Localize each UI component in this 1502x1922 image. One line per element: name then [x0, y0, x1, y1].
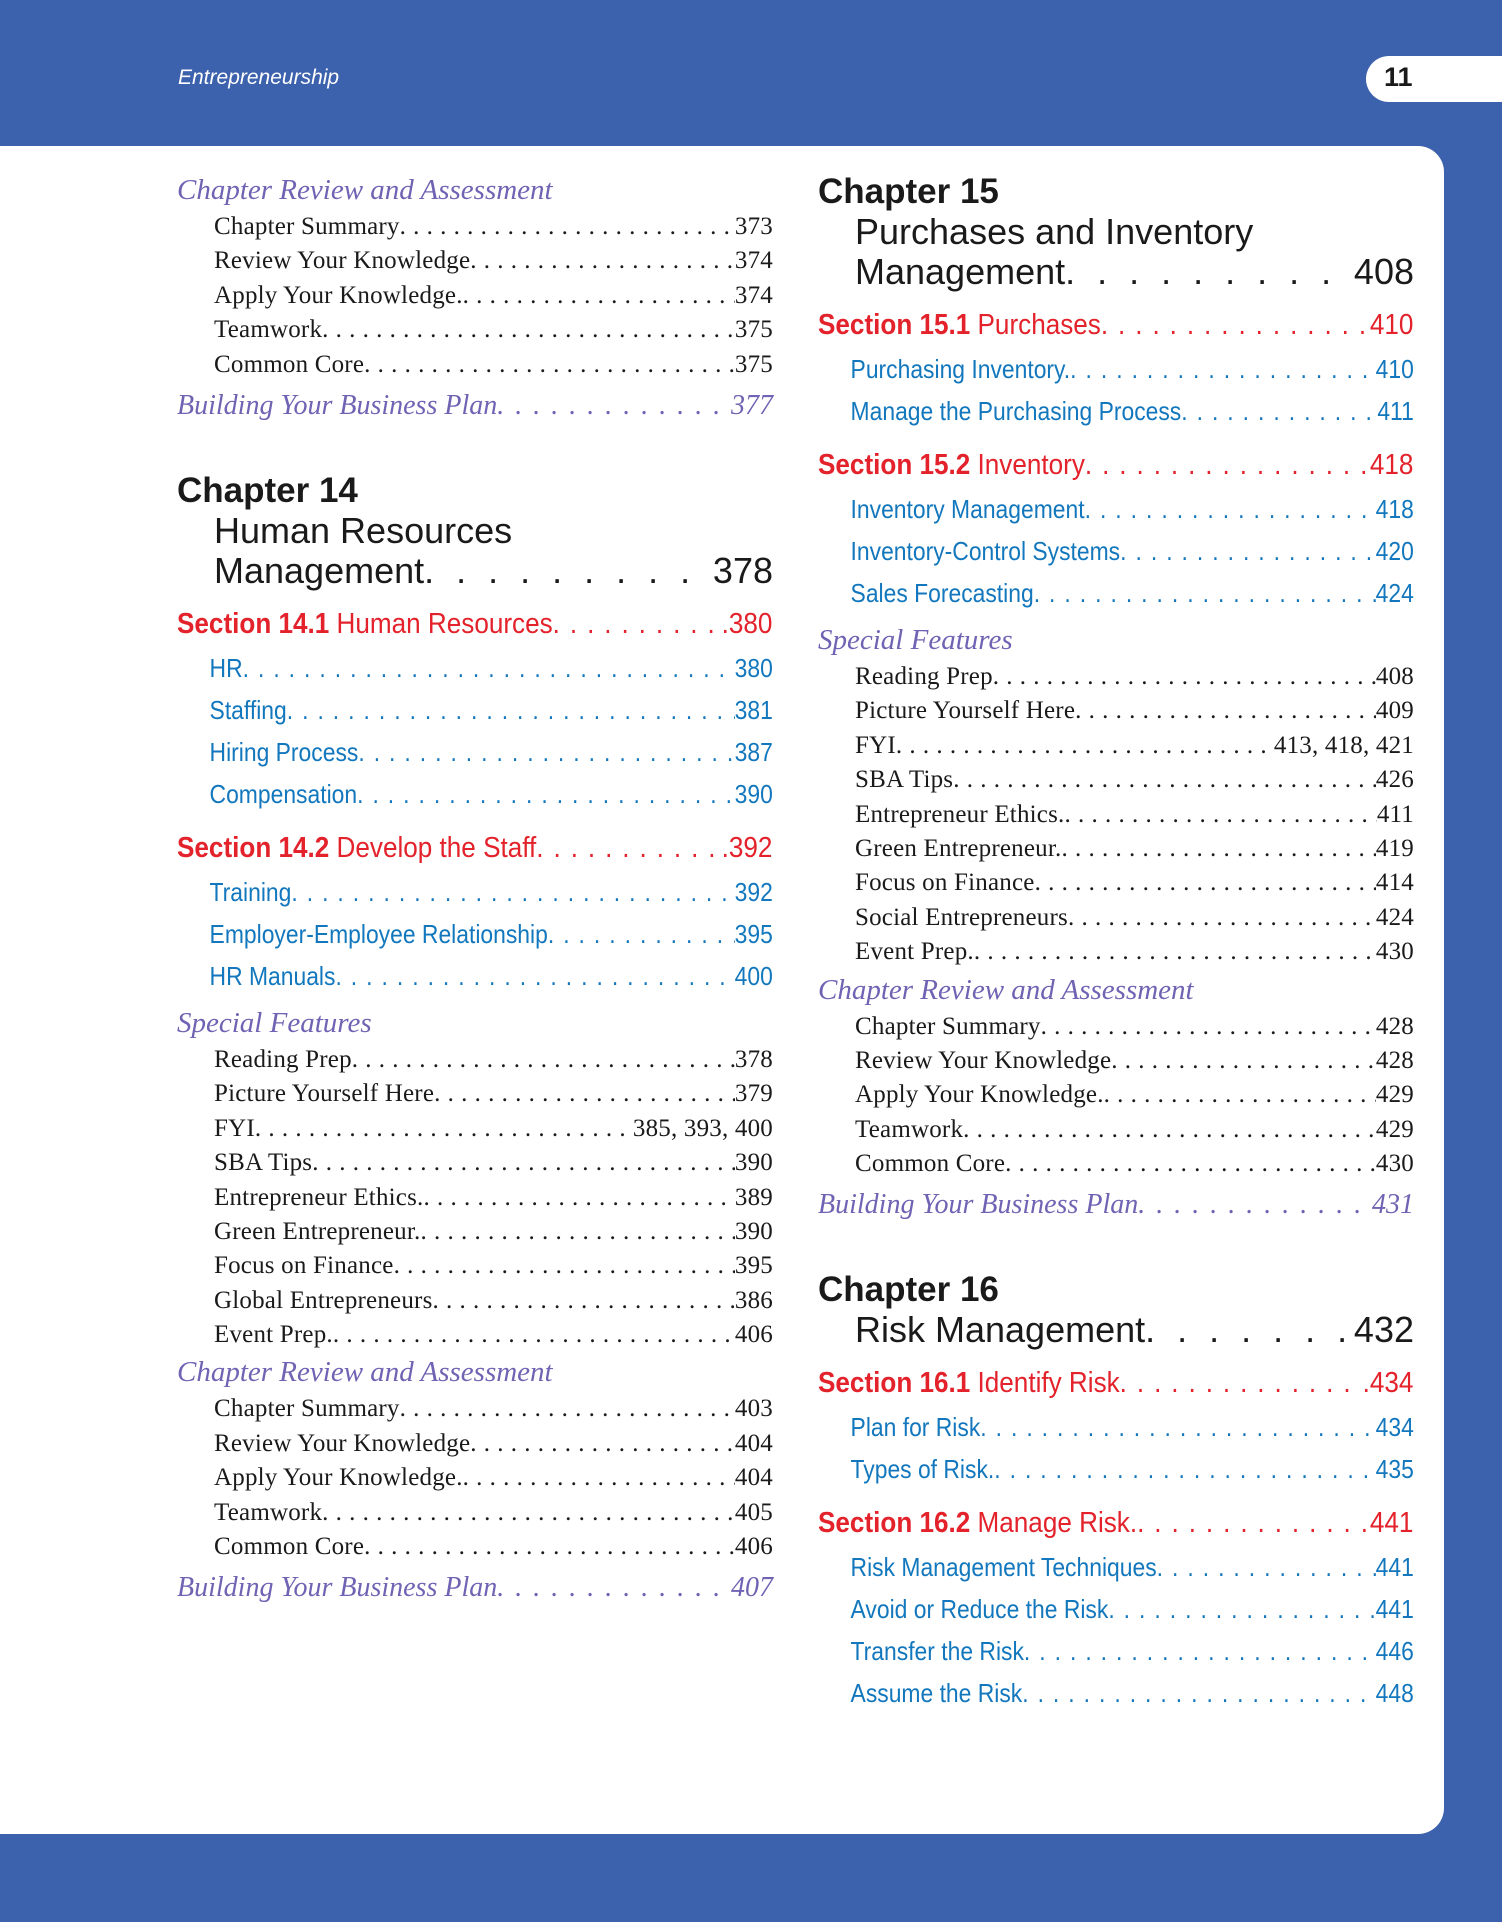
entry-label: Event Prep.: [214, 1321, 333, 1349]
leader-dots: [470, 1427, 735, 1461]
entry-label: Picture Yourself Here: [214, 1080, 435, 1108]
leader-dots: [536, 827, 721, 869]
toc-entry[interactable]: [177, 244, 773, 278]
section-page: 441: [1369, 1507, 1414, 1540]
review-heading: Chapter Review and Assessment: [177, 174, 553, 206]
entry-page: 446: [1375, 1636, 1414, 1667]
leader-dots: [1034, 572, 1376, 614]
toc-entry[interactable]: [177, 1284, 773, 1318]
leader-dots: [424, 551, 713, 591]
entry-page: 408: [1375, 663, 1414, 690]
toc-entry[interactable]: [818, 832, 1414, 866]
entry-label: Common Core: [855, 1150, 1006, 1178]
special-features-heading: Special Features: [177, 1006, 372, 1039]
entry-page: 381: [734, 694, 773, 725]
chapter-title-entry[interactable]: [818, 1310, 1414, 1350]
section-number: Section 14.2: [177, 831, 330, 864]
chapter-number: Chapter 14: [177, 470, 358, 510]
leader-dots: [1108, 1588, 1375, 1630]
section-title: Manage Risk.: [977, 1507, 1138, 1540]
leader-dots: [1085, 444, 1370, 486]
chapter-page: 378: [712, 549, 773, 591]
entry-label: Transfer the Risk: [850, 1636, 1024, 1667]
chapter-title-line: Management: [855, 251, 1066, 292]
subsection-entry[interactable]: [177, 955, 773, 997]
leader-dots: [400, 1392, 735, 1426]
leader-dots: [953, 763, 1376, 797]
leader-dots: [1085, 488, 1376, 530]
section-entry[interactable]: [818, 444, 1413, 486]
entry-page: 428: [1375, 1012, 1414, 1040]
leader-dots: [463, 1461, 735, 1495]
entry-label: FYI: [855, 731, 896, 759]
entry-page: 426: [1375, 766, 1414, 794]
leader-dots: [497, 385, 731, 427]
toc-entry[interactable]: [177, 1530, 773, 1564]
leader-dots: [333, 1318, 735, 1352]
entry-label: FYI: [214, 1114, 255, 1142]
leader-dots: [352, 1043, 735, 1077]
entry-page: 395: [734, 918, 773, 949]
entry-label: Green Entrepreneur.: [855, 834, 1062, 862]
leader-dots: [1111, 1044, 1376, 1078]
toc-entry[interactable]: [818, 866, 1414, 900]
toc-entry[interactable]: [177, 1392, 773, 1426]
leader-dots: [1035, 866, 1376, 900]
toc-entry[interactable]: [818, 763, 1414, 797]
entry-label: Green Entrepreneur.: [214, 1217, 421, 1245]
entry-page: 386: [734, 1286, 773, 1314]
entry-label: SBA Tips: [855, 766, 954, 794]
entry-label: SBA Tips: [214, 1149, 313, 1177]
leader-dots: [470, 244, 735, 278]
leader-dots: [463, 279, 735, 313]
entry-page: 390: [734, 1149, 773, 1177]
section-number: Section 14.1: [177, 607, 330, 640]
entry-label: Chapter Summary: [855, 1012, 1041, 1040]
entry-label: Apply Your Knowledge.: [855, 1081, 1104, 1109]
leader-dots: [980, 1406, 1375, 1448]
toc-entry[interactable]: [177, 1427, 773, 1461]
entry-label: Review Your Knowledge: [214, 1429, 471, 1457]
entry-label: Compensation: [209, 778, 358, 809]
entry-label: Global Entrepreneurs: [214, 1286, 433, 1314]
subsection-entry[interactable]: [177, 773, 773, 815]
entry-page: 441: [1375, 1552, 1414, 1583]
section-entry[interactable]: [818, 304, 1413, 346]
subsection-entry[interactable]: [818, 1672, 1414, 1714]
entry-page: 407: [731, 1572, 773, 1604]
leader-dots: [1024, 1630, 1376, 1672]
entry-page: 377: [731, 389, 773, 421]
toc-entry[interactable]: [818, 1044, 1414, 1078]
entry-page: 434: [1375, 1412, 1414, 1443]
toc-entry[interactable]: [177, 348, 773, 382]
entry-label: Assume the Risk: [850, 1678, 1023, 1709]
entry-page: 404: [734, 1429, 773, 1457]
leader-dots: [394, 1249, 735, 1283]
entry-page: 406: [734, 1321, 773, 1349]
entry-page: 380: [734, 652, 773, 683]
entry-label: Teamwork: [855, 1115, 964, 1143]
entry-page: 387: [734, 736, 773, 767]
entry-label: Reading Prep: [214, 1045, 352, 1073]
chapter-title-entry[interactable]: [818, 252, 1414, 292]
leader-dots: [423, 1181, 734, 1215]
subsection-entry[interactable]: [818, 1406, 1414, 1448]
toc-right-column: [818, 172, 1414, 1714]
leader-dots: [358, 731, 734, 773]
toc-entry[interactable]: [818, 1113, 1414, 1147]
entry-label: Chapter Summary: [214, 213, 400, 240]
entry-label: Plan for Risk: [850, 1412, 981, 1443]
chapter-number: Chapter 15: [818, 172, 999, 211]
entry-page: 424: [1375, 903, 1414, 931]
leader-dots: [1065, 252, 1354, 292]
entry-label: Avoid or Reduce the Risk: [850, 1594, 1109, 1625]
entry-page: 441: [1375, 1594, 1414, 1625]
entry-page: 430: [1375, 938, 1414, 966]
entry-label: Inventory Management: [850, 494, 1085, 524]
toc-entry[interactable]: [177, 1112, 773, 1146]
leader-dots: [896, 729, 1274, 763]
leader-dots: [548, 913, 735, 955]
leader-dots: [994, 1448, 1375, 1490]
leader-dots: [497, 1567, 731, 1609]
leader-dots: [1120, 1362, 1363, 1404]
toc-entry[interactable]: [177, 313, 773, 347]
entry-label: Apply Your Knowledge.: [214, 281, 463, 309]
entry-page: 379: [734, 1080, 773, 1108]
entry-label: Review Your Knowledge: [855, 1046, 1112, 1074]
leader-dots: [291, 871, 734, 913]
section-page: .380: [721, 607, 773, 640]
entry-page: 395: [734, 1252, 773, 1280]
leader-dots: [1137, 1502, 1370, 1544]
toc-entry[interactable]: [177, 1215, 773, 1249]
section-title: Identify Risk: [977, 1367, 1120, 1400]
section-title: Human Resources: [336, 607, 553, 640]
entry-page: 374: [734, 281, 773, 309]
toc-left-column: [177, 170, 773, 1609]
leader-dots: [1064, 798, 1376, 832]
section-entry[interactable]: [818, 1502, 1413, 1544]
subsection-entry[interactable]: [177, 871, 773, 913]
leader-dots: [322, 313, 735, 347]
chapter-title-line: Risk Management: [855, 1309, 1146, 1351]
entry-page: 375: [734, 350, 773, 378]
toc-entry[interactable]: [818, 660, 1414, 694]
subsection-entry[interactable]: [177, 647, 773, 689]
entry-page: 390: [734, 778, 773, 809]
leader-dots: [287, 689, 735, 731]
subsection-entry[interactable]: [818, 530, 1414, 572]
entry-label: HR: [209, 652, 243, 683]
leader-dots: [400, 210, 735, 244]
section-number: Section 15.2: [818, 449, 971, 481]
entry-label: Event Prep.: [855, 938, 974, 966]
leader-dots: [974, 935, 1376, 969]
leader-dots: [433, 1284, 735, 1318]
leader-dots: [1041, 1010, 1376, 1044]
page-number: 11: [1384, 62, 1413, 92]
entry-label: Staffing: [209, 694, 287, 725]
entry-label: Risk Management Techniques: [850, 1552, 1157, 1583]
chapter-number: Chapter 16: [818, 1270, 999, 1310]
leader-dots: [1181, 390, 1377, 432]
subsection-entry[interactable]: [818, 348, 1414, 390]
running-head: Entrepreneurship: [178, 66, 340, 89]
entry-label: Chapter Summary: [214, 1395, 400, 1423]
review-heading: Chapter Review and Assessment: [818, 973, 1194, 1006]
subsection-entry[interactable]: [177, 913, 773, 955]
entry-label: Social Entrepreneurs: [855, 903, 1068, 931]
entry-label: Focus on Finance: [214, 1252, 394, 1280]
entry-label: Training: [209, 876, 292, 907]
entry-page: 448: [1375, 1678, 1414, 1709]
entry-label: Sales Forecasting: [850, 578, 1034, 608]
section-page: .434: [1362, 1367, 1414, 1400]
toc-entry[interactable]: [177, 1146, 773, 1180]
entry-label: HR Manuals: [209, 960, 336, 991]
entry-page: 431: [1372, 1189, 1414, 1221]
entry-label: Teamwork: [214, 1498, 323, 1526]
toc-entry[interactable]: [177, 1249, 773, 1283]
chapter-page: 432: [1353, 1309, 1414, 1351]
entry-label: Building Your Business Plan: [177, 1572, 498, 1604]
entry-label: Purchasing Inventory.: [850, 354, 1071, 384]
leader-dots: [1068, 901, 1376, 935]
leader-dots: [1145, 1310, 1354, 1350]
entry-page: 411: [1377, 396, 1414, 426]
entry-page: 409: [1375, 697, 1414, 725]
entry-label: Manage the Purchasing Process: [850, 396, 1182, 426]
leader-dots: [255, 1112, 633, 1146]
subsection-entry[interactable]: [818, 1630, 1414, 1672]
section-entry[interactable]: [818, 1362, 1413, 1404]
toc-entry[interactable]: [818, 1147, 1414, 1181]
entry-label: Building Your Business Plan: [177, 389, 498, 421]
section-title: Inventory: [977, 449, 1085, 481]
entry-label: Entrepreneur Ethics.: [214, 1183, 424, 1211]
entry-page: 373: [734, 213, 773, 240]
leader-dots: [1005, 1147, 1376, 1181]
entry-page: 400: [734, 960, 773, 991]
entry-page: 378: [734, 1045, 773, 1073]
leader-dots: [553, 603, 722, 645]
business-plan-entry[interactable]: [818, 1184, 1414, 1226]
entry-label: Hiring Process: [209, 736, 359, 767]
entry-label: Common Core: [214, 350, 365, 378]
section-number: Section 15.1: [818, 309, 971, 341]
toc-entry[interactable]: [818, 729, 1414, 763]
section-page: 410: [1369, 309, 1414, 341]
entry-page: 430: [1375, 1150, 1414, 1178]
business-plan-entry[interactable]: [177, 385, 773, 427]
entry-page: 414: [1375, 869, 1414, 897]
leader-dots: [1075, 694, 1376, 728]
entry-page: 374: [734, 247, 773, 275]
leader-dots: [420, 1215, 734, 1249]
entry-label: Focus on Finance: [855, 869, 1035, 897]
entry-page: 385, 393, 400: [632, 1114, 773, 1142]
entry-page: 419: [1375, 834, 1414, 862]
chapter-page: 408: [1353, 251, 1414, 292]
entry-page: 410: [1375, 354, 1414, 384]
entry-page: 428: [1375, 1046, 1414, 1074]
entry-page: 435: [1375, 1454, 1414, 1485]
leader-dots: [993, 660, 1376, 694]
subsection-entry[interactable]: [818, 390, 1414, 432]
chapter-title-line: Purchases and Inventory: [855, 211, 1254, 252]
section-title: Purchases: [977, 309, 1101, 341]
section-entry[interactable]: [177, 827, 772, 869]
section-entry[interactable]: [177, 603, 772, 645]
leader-dots: [1157, 1546, 1376, 1588]
toc-entry[interactable]: [818, 798, 1414, 832]
toc-entry[interactable]: [818, 694, 1414, 728]
entry-label: Teamwork: [214, 316, 323, 344]
entry-label: Types of Risk.: [850, 1454, 995, 1485]
leader-dots: [357, 773, 735, 815]
entry-label: Entrepreneur Ethics.: [855, 800, 1065, 828]
leader-dots: [243, 647, 735, 689]
leader-dots: [1022, 1672, 1375, 1714]
business-plan-entry[interactable]: [177, 1567, 773, 1609]
special-features-heading: Special Features: [818, 624, 1013, 656]
chapter-title-line: Management: [214, 549, 425, 591]
toc-entry[interactable]: [177, 1181, 773, 1215]
entry-page: 405: [734, 1498, 773, 1526]
review-list: [177, 210, 773, 382]
entry-page: 411: [1376, 800, 1414, 828]
entry-label: Employer-Employee Relationship: [209, 918, 548, 949]
toc-entry[interactable]: [177, 279, 773, 313]
entry-page: 389: [734, 1183, 773, 1211]
entry-page: 420: [1375, 536, 1414, 566]
entry-label: Common Core: [214, 1533, 365, 1561]
entry-page: 429: [1375, 1081, 1414, 1109]
leader-dots: [1070, 348, 1375, 390]
toc-entry[interactable]: [177, 1043, 773, 1077]
chapter-title-line: Human Resources: [214, 509, 513, 551]
subsection-entry[interactable]: [177, 689, 773, 731]
leader-dots: [364, 1530, 735, 1564]
leader-dots: [312, 1146, 735, 1180]
review-heading: Chapter Review and Assessment: [177, 1356, 553, 1389]
leader-dots: [434, 1077, 735, 1111]
entry-label: Reading Prep: [855, 663, 993, 690]
leader-dots: [335, 955, 734, 997]
toc-entry[interactable]: [818, 1078, 1414, 1112]
entry-label: Apply Your Knowledge.: [214, 1464, 463, 1492]
entry-page: 406: [734, 1533, 773, 1561]
leader-dots: [1120, 530, 1375, 572]
entry-page: 413, 418, 421: [1273, 731, 1414, 759]
leader-dots: [1104, 1078, 1376, 1112]
entry-page: 375: [734, 316, 773, 344]
subsection-entry[interactable]: [818, 572, 1414, 614]
subsection-entry[interactable]: [818, 1448, 1414, 1490]
entry-label: Review Your Knowledge: [214, 247, 471, 275]
section-number: Section 16.2: [818, 1507, 971, 1540]
entry-label: Picture Yourself Here: [855, 697, 1076, 725]
toc-entry[interactable]: [177, 210, 773, 244]
toc-entry[interactable]: [818, 935, 1414, 969]
entry-label: Inventory-Control Systems: [850, 536, 1121, 566]
leader-dots: [1061, 832, 1375, 866]
leader-dots: [1101, 304, 1370, 346]
leader-dots: [1138, 1184, 1372, 1226]
entry-page: 424: [1375, 578, 1414, 608]
toc-entry[interactable]: [177, 1318, 773, 1352]
toc-entry[interactable]: [177, 1496, 773, 1530]
subsection-entry[interactable]: [818, 1546, 1414, 1588]
entry-page: 392: [734, 876, 773, 907]
leader-dots: [364, 348, 735, 382]
entry-page: 403: [734, 1395, 773, 1423]
entry-label: Building Your Business Plan: [818, 1189, 1139, 1221]
entry-page: 404: [734, 1464, 773, 1492]
subsection-entry[interactable]: [818, 1588, 1414, 1630]
section-page: .392: [721, 831, 773, 864]
chapter-title-entry[interactable]: [177, 551, 773, 591]
leader-dots: [322, 1496, 735, 1530]
entry-page: 390: [734, 1217, 773, 1245]
toc-entry[interactable]: [818, 1010, 1414, 1044]
section-page: 418: [1369, 449, 1414, 481]
toc-entry[interactable]: [177, 1461, 773, 1495]
toc-entry[interactable]: [818, 901, 1414, 935]
leader-dots: [963, 1113, 1376, 1147]
subsection-entry[interactable]: [177, 731, 773, 773]
entry-page: 418: [1375, 494, 1414, 524]
section-title: Develop the Staff: [336, 831, 537, 864]
subsection-entry[interactable]: [818, 488, 1414, 530]
toc-entry[interactable]: [177, 1077, 773, 1111]
section-number: Section 16.1: [818, 1367, 971, 1400]
entry-page: 429: [1375, 1115, 1414, 1143]
